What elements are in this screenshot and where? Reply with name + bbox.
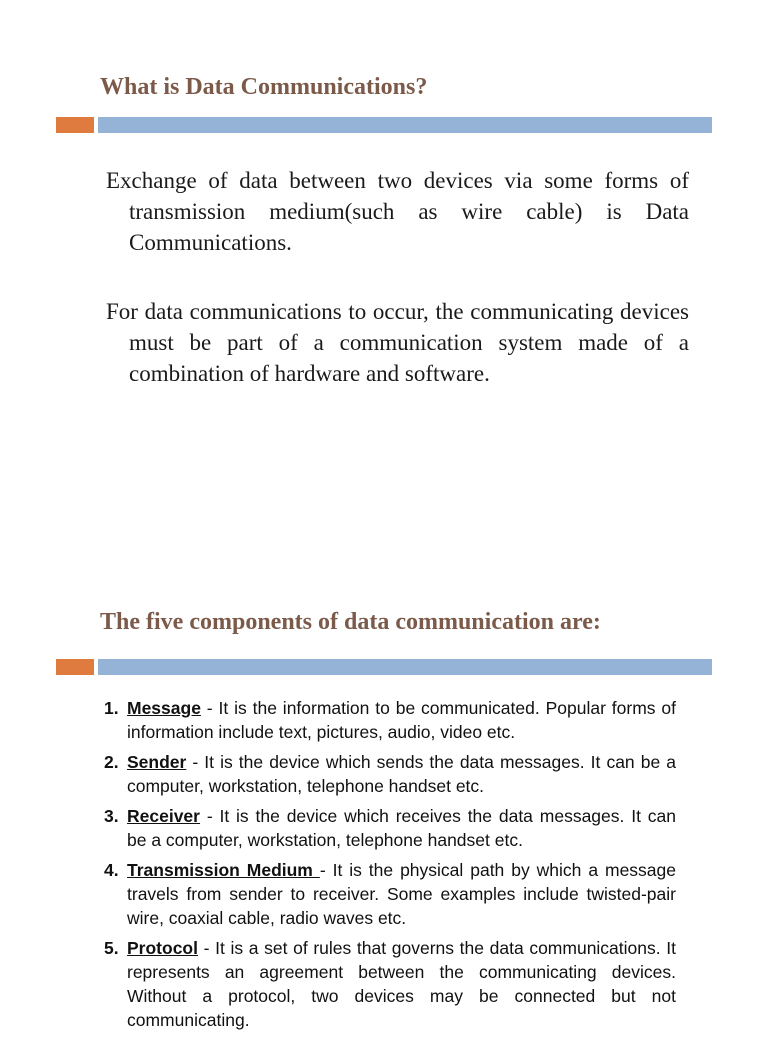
slide-five-components xyxy=(0,512,768,1030)
list-item-receiver xyxy=(104,804,676,852)
slide-title: The five components of data communication are: xyxy=(100,609,601,635)
component-description: - It is the device which receives the data messages. It can be a computer, workstation, telephone handset etc. xyxy=(127,806,676,850)
list-item-transmission-medium xyxy=(104,858,676,930)
list-number: 3. xyxy=(104,806,119,826)
list-number: 1. xyxy=(104,698,119,718)
component-description: - It is the device which sends the data messages. It can be a computer, workstation, telephone handset etc. xyxy=(127,752,676,796)
requirement-paragraph: For data communications to occur, the communicating devices must be part of a communication system made of a combination of hardware and software. xyxy=(106,299,689,386)
title-accent-bar-orange xyxy=(56,659,94,675)
definition-paragraph: Exchange of data between two devices via some forms of transmission medium(such as wire cable) is Data Communications. xyxy=(106,168,689,255)
title-accent-bar-orange xyxy=(56,117,94,133)
list-number: 4. xyxy=(104,860,119,880)
component-term: Protocol xyxy=(127,938,198,958)
title-accent-bar-blue xyxy=(98,659,712,675)
component-term: Receiver xyxy=(127,806,200,826)
list-number: 2. xyxy=(104,752,119,772)
component-term: Message xyxy=(127,698,201,718)
component-term: Sender xyxy=(127,752,187,772)
list-number: 5. xyxy=(104,938,119,958)
component-description: - It is the physical path by which a message travels from sender to receiver. Some examples include twisted-pair wire, coaxial cable, radio waves etc. xyxy=(127,860,677,928)
component-term: Transmission Medium xyxy=(127,860,320,880)
slide-what-is-data-communications xyxy=(0,0,768,512)
slide-title: What is Data Communications? xyxy=(100,74,428,100)
title-accent-bar-blue xyxy=(98,117,712,133)
component-description: - It is a set of rules that governs the data communications. It represents an agreement between the communicating devices. Without a protocol, two devices may be connected but not communicating. xyxy=(127,938,676,1030)
list-item-message xyxy=(104,696,676,744)
list-item-protocol xyxy=(104,936,676,1032)
component-description: - It is the information to be communicated. Popular forms of information include text, pictures, audio, video etc. xyxy=(127,698,676,742)
list-item-sender xyxy=(104,750,676,798)
components-list xyxy=(104,696,676,1038)
